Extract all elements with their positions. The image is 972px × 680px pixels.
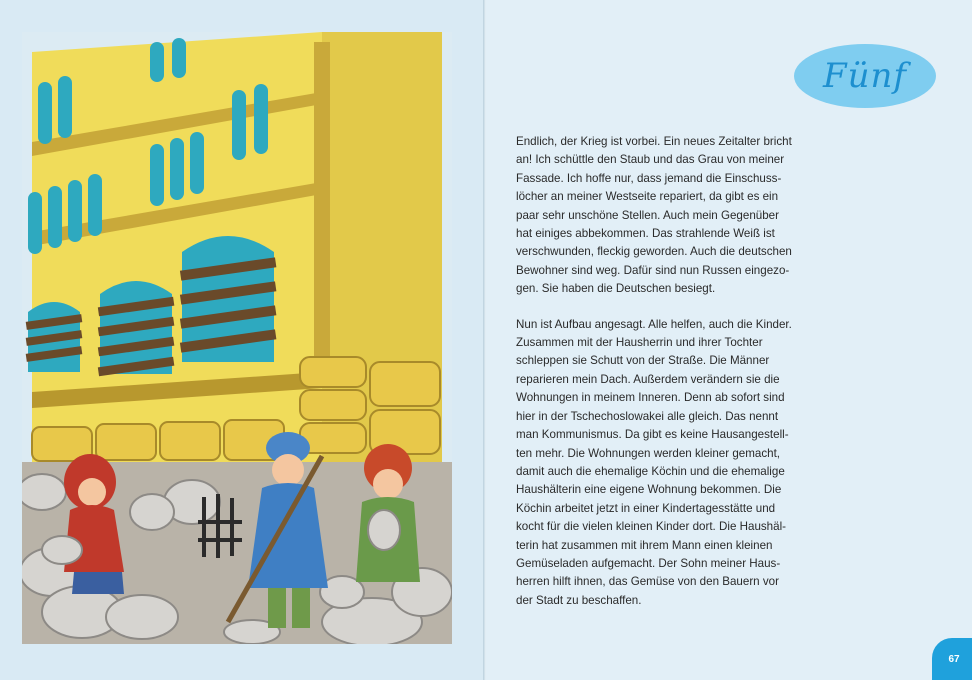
illustration-children-clearing-rubble: [22, 32, 452, 644]
text-line: paar sehr unschöne Stellen. Auch mein Gegenüber: [516, 208, 779, 222]
text-line: Gemüseladen aufgemacht. Der Sohn meiner Haus-: [516, 556, 781, 570]
text-line: man Kommunismus. Da gibt es keine Hausangestell-: [516, 428, 789, 442]
text-line: hat einiges abbekommen. Das strahlende Weiß ist: [516, 227, 775, 241]
text-line: terin hat zusammen mit ihrem Mann einen kleinen: [516, 538, 773, 552]
chapter-body-text: [516, 133, 834, 610]
text-line: herren hilft ihnen, das Gemüse von den Bauern vor: [516, 575, 779, 589]
illustration-svg: [22, 32, 452, 644]
chapter-badge: [794, 44, 936, 108]
text-line: Zusammen mit der Hausherrin und ihrer Tochter: [516, 336, 763, 350]
text-line: Köchin arbeitet jetzt in einer Kindertagesstätte und: [516, 501, 776, 515]
text-line: damit auch die ehemalige Köchin und die ehemalige: [516, 464, 785, 478]
text-line: verschwunden, fleckig geworden. Auch die deutschen: [516, 245, 792, 259]
paragraph-1: [516, 133, 834, 299]
page-number: 67: [948, 653, 960, 665]
text-line: schleppen sie Schutt von der Straße. Die Männer: [516, 354, 770, 368]
text-line: löcher an meiner Westseite repariert, da gibt es ein: [516, 190, 779, 204]
text-line: Haushälterin eine eigene Wohnung bekommen. Die: [516, 483, 782, 497]
text-line: Endlich, der Krieg ist vorbei. Ein neues Zeitalter bricht: [516, 135, 792, 148]
text-line: reparieren mein Dach. Außerdem verändern sie die: [516, 372, 780, 386]
text-line: an! Ich schüttle den Staub und das Grau von meiner: [516, 153, 785, 167]
paragraph-2: [516, 316, 834, 611]
text-line: gen. Sie haben die Deutschen besiegt.: [516, 282, 716, 296]
page-number-tab: [932, 638, 972, 680]
text-line: Bewohner sind weg. Dafür sind nun Russen eingezo-: [516, 263, 790, 277]
text-line: ten mehr. Die Wohnungen werden kleiner gemacht,: [516, 446, 781, 460]
text-line: der Stadt zu beschaffen.: [516, 593, 642, 607]
text-line: Nun ist Aufbau angesagt. Alle helfen, auch die Kinder.: [516, 317, 792, 331]
chapter-title: Fünf: [823, 56, 907, 96]
left-page: [0, 0, 484, 680]
text-line: Fassade. Ich hoffe nur, dass jemand die Einschuss-: [516, 171, 782, 185]
text-line: hier in der Tschechoslowakei alle gleich. Das nennt: [516, 409, 779, 423]
right-page: [486, 0, 972, 680]
text-line: Wohnungen in meinem Inneren. Denn ab sofort sind: [516, 391, 785, 405]
text-line: kocht für die vielen kleinen Kinder dort. Die Haushäl-: [516, 520, 787, 534]
